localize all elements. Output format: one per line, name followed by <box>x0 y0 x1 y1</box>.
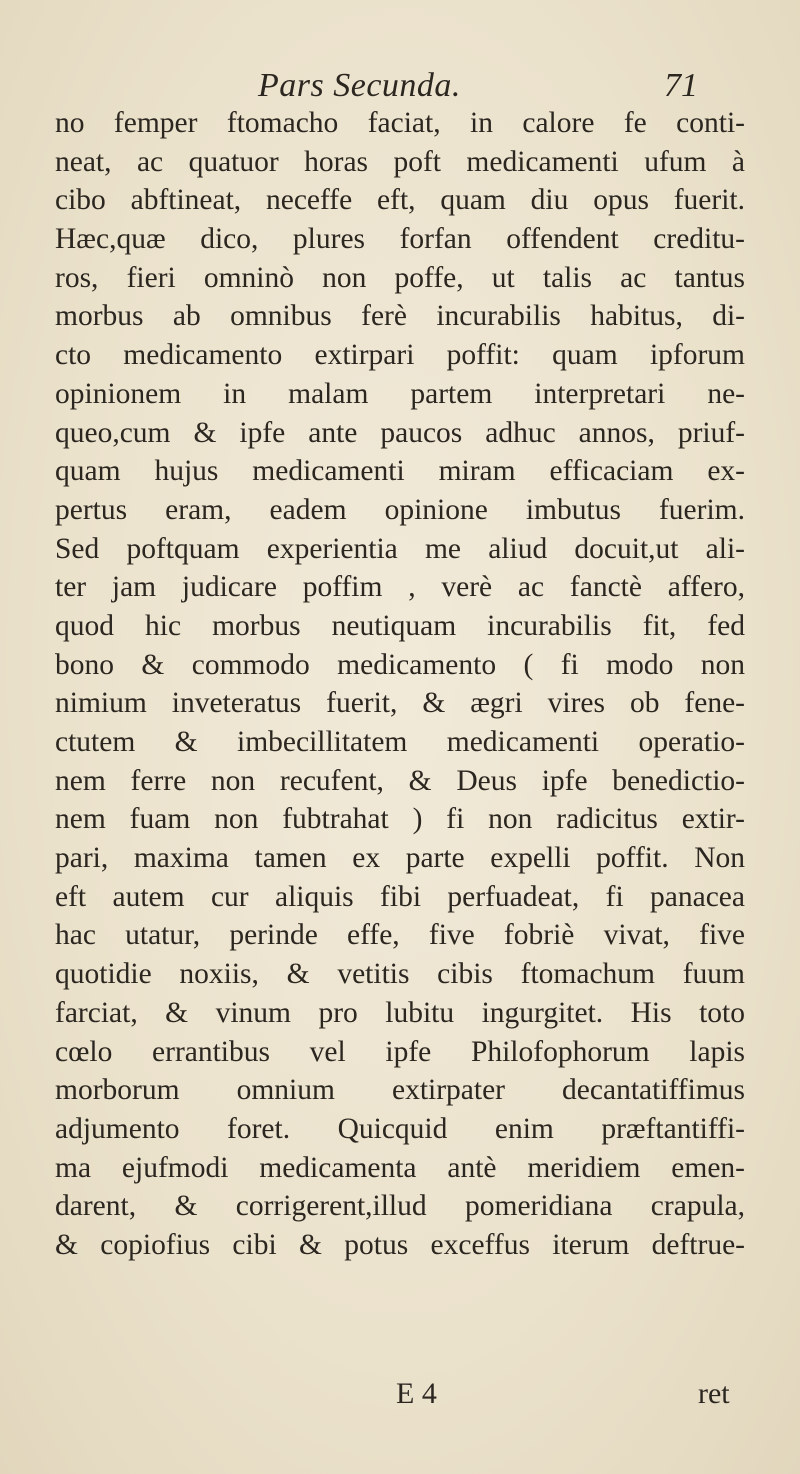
page-number: 71 <box>664 67 698 104</box>
text-line: cibo abftineat, neceffe eft, quam diu opus fuerit. <box>55 184 745 217</box>
text-line: eft autem cur aliquis fibi perfuadeat, fi panacea <box>55 880 745 913</box>
text-line: queo,cum & ipfe ante paucos adhuc annos, priuf- <box>55 416 745 449</box>
text-line: Hæc,quæ dico, plures forfan offendent creditu- <box>55 223 745 256</box>
text-line: farciat, & vinum pro lubitu ingurgitet. His toto <box>55 996 745 1029</box>
text-line: ctutem & imbecillitatem medicamenti operatio- <box>55 726 745 758</box>
text-line: bono & commodo medicamento ( fi modo non <box>55 648 745 681</box>
text-line: neat, ac quatuor horas poft medicamenti ufum à <box>55 145 745 178</box>
catchword: ret <box>698 1377 730 1410</box>
page-footer <box>0 1374 800 1414</box>
text-line: nem ferre non recufent, & Deus ipfe benedictio- <box>55 764 745 797</box>
text-line: morbus ab omnibus ferè incurabilis habitus, di- <box>55 300 745 333</box>
page-header <box>0 66 800 106</box>
text-line: cto medicamento extirpari poffit: quam ipforum <box>55 339 745 372</box>
text-line: no femper ftomacho faciat, in calore fe conti- <box>55 107 745 139</box>
text-line: ter jam judicare poffim , verè ac fanctè affero, <box>55 571 745 604</box>
text-line: pari, maxima tamen ex parte expelli poffit. Non <box>55 842 745 875</box>
text-line: ma ejufmodi medicamenta antè meridiem emen- <box>55 1151 745 1184</box>
text-line: hac utatur, perinde effe, five fobriè vivat, five <box>55 919 745 952</box>
text-line: cœlo errantibus vel ipfe Philofophorum lapis <box>55 1035 745 1068</box>
text-line: quod hic morbus neutiquam incurabilis fit, fed <box>55 609 745 642</box>
text-line: adjumento foret. Quicquid enim præftantiffi- <box>55 1112 745 1145</box>
text-line: nimium inveteratus fuerit, & ægri vires ob fene- <box>55 687 745 720</box>
text-line: pertus eram, eadem opinione imbutus fuerim. <box>55 493 745 526</box>
text-line: opinionem in malam partem interpretari ne- <box>55 377 745 410</box>
running-title: Pars Secunda. <box>258 67 461 104</box>
text-line: darent, & corrigerent,illud pomeridiana crapula, <box>55 1190 745 1223</box>
text-line: ros, fieri omninò non poffe, ut talis ac tantus <box>55 261 745 294</box>
text-line: morborum omnium extirpater decantatiffimus <box>55 1074 745 1107</box>
text-line: quam hujus medicamenti miram efficaciam ex- <box>55 455 745 488</box>
text-line: Sed poftquam experientia me aliud docuit,ut ali- <box>55 532 745 565</box>
signature-mark: E 4 <box>396 1377 437 1410</box>
body-text <box>55 104 745 1265</box>
text-line: & copiofius cibi & potus exceffus iterum deftrue- <box>55 1228 745 1261</box>
text-line: quotidie noxiis, & vetitis cibis ftomachum fuum <box>55 958 745 991</box>
text-line: nem fuam non fubtrahat ) fi non radicitus extir- <box>55 803 745 836</box>
